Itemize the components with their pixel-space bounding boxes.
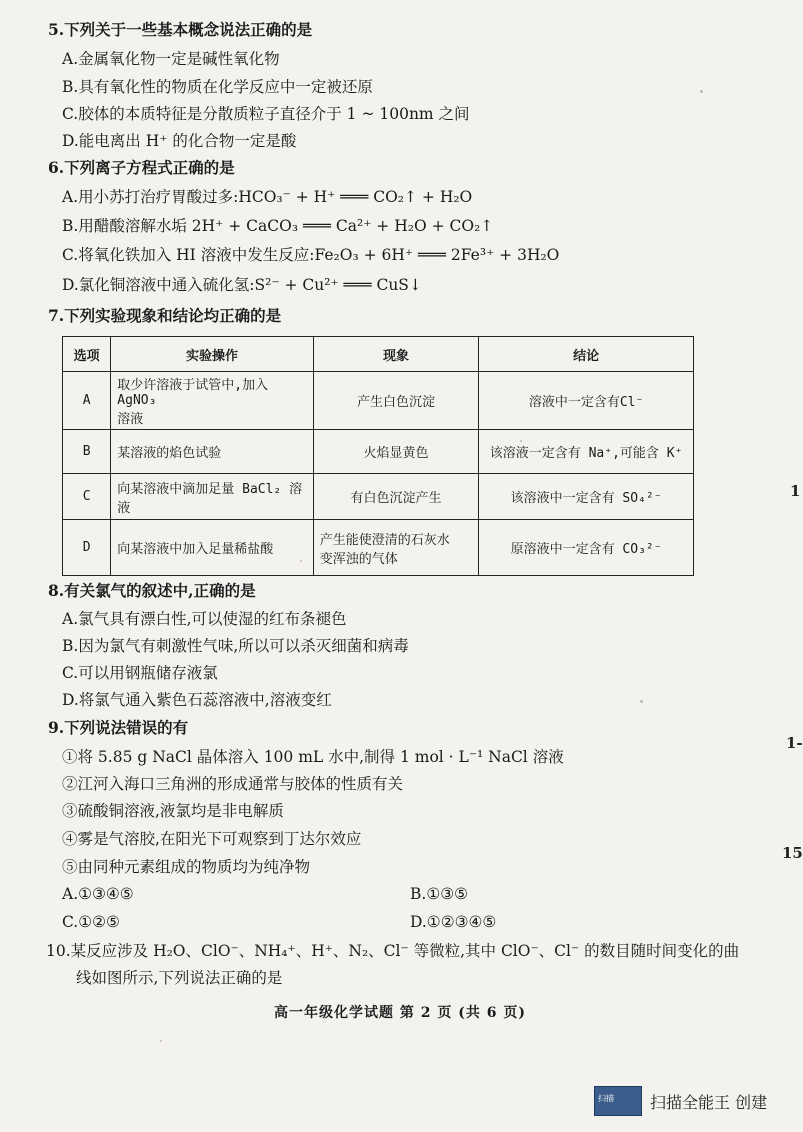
q5-option-d: D.能电离出 H⁺ 的化合物一定是酸: [62, 132, 297, 150]
experiment-table: [62, 336, 694, 576]
page-footer: 高一年级化学试题 第 2 页 (共 6 页): [274, 1005, 526, 1021]
q10-stem-line2: 线如图所示,下列说法正确的是: [76, 969, 283, 987]
q6-option-d: D.氯化铜溶液中通入硫化氢:S²⁻ + Cu²⁺ ═══ CuS↓: [62, 276, 422, 294]
scan-speck: [700, 90, 703, 93]
row-phenomenon-line2: 变浑浊的气体: [319, 551, 398, 567]
table-row: [63, 474, 694, 520]
q6-option-c: C.将氧化铁加入 HI 溶液中发生反应:Fe₂O₃ + 6H⁺ ═══ 2Fe³⁺ + 3H₂O: [62, 246, 560, 264]
row-conclusion: 原溶液中一定含有 CO₃²⁻: [479, 520, 694, 576]
row-phenomenon: 有白色沉淀产生: [313, 474, 478, 520]
table-header-row: [63, 337, 694, 372]
scanner-watermark: [594, 1086, 767, 1116]
q9-option-a: A.①③④⑤: [62, 885, 134, 903]
q9-stem: 9.下列说法错误的有: [48, 718, 189, 737]
q6-option-a: A.用小苏打治疗胃酸过多:HCO₃⁻ + H⁺ ═══ CO₂↑ + H₂O: [62, 188, 473, 206]
row-option: B: [63, 430, 111, 474]
scan-speck: [160, 1040, 162, 1042]
row-conclusion: 该溶液一定含有 Na⁺,可能含 K⁺: [479, 430, 694, 474]
header-operation: 实验操作: [111, 337, 313, 372]
q9-statement-5: ⑤由同种元素组成的物质均为纯净物: [62, 858, 311, 876]
row-conclusion: 溶液中一定含有Cl⁻: [479, 372, 694, 430]
q9-option-d: D.①②③④⑤: [410, 913, 497, 931]
header-option: 选项: [63, 337, 111, 372]
q8-option-b: B.因为氯气有刺激性气味,所以可以杀灭细菌和病毒: [62, 637, 409, 655]
q9-statement-4: ④雾是气溶胶,在阳光下可观察到丁达尔效应: [62, 830, 362, 848]
q9-statement-3: ③硫酸铜溶液,液氯均是非电解质: [62, 802, 284, 820]
row-phenomenon: [313, 520, 478, 576]
q9-statement-1: ①将 5.85 g NaCl 晶体溶入 100 mL 水中,制得 1 mol · L⁻¹ NaCl 溶液: [62, 748, 564, 766]
header-conclusion: 结论: [479, 337, 694, 372]
row-option: C: [63, 474, 111, 520]
row-phenomenon: 火焰显黄色: [313, 430, 478, 474]
q10-stem-line1: 10.某反应涉及 H₂O、ClO⁻、NH₄⁺、H⁺、N₂、Cl⁻ 等微粒,其中 ClO⁻、Cl⁻ 的数目随时间变化的曲: [46, 942, 740, 960]
row-phenomenon-line1: 产生能使澄清的石灰水: [319, 532, 450, 548]
scan-speck: [640, 700, 643, 703]
margin-mark-3: 15: [782, 844, 803, 862]
row-operation: [111, 372, 313, 430]
q5-option-b: B.具有氧化性的物质在化学反应中一定被还原: [62, 78, 373, 96]
q6-stem: 6.下列离子方程式正确的是: [48, 158, 235, 177]
table-row: [63, 430, 694, 474]
row-conclusion: 该溶液中一定含有 SO₄²⁻: [479, 474, 694, 520]
margin-mark-1: 1: [790, 482, 801, 500]
q5-stem: 5.下列关于一些基本概念说法正确的是: [48, 20, 313, 39]
row-operation: 某溶液的焰色试验: [111, 430, 313, 474]
q5-option-a: A.金属氧化物一定是碱性氧化物: [62, 50, 280, 68]
table-row: [63, 520, 694, 576]
q7-stem: 7.下列实验现象和结论均正确的是: [48, 306, 282, 325]
q8-option-c: C.可以用钢瓶储存液氯: [62, 664, 218, 682]
q8-option-a: A.氯气具有漂白性,可以使湿的红布条褪色: [62, 610, 347, 628]
q9-option-b: B.①③⑤: [410, 885, 469, 903]
q5-option-c: C.胶体的本质特征是分散质粒子直径介于 1 ~ 100nm 之间: [62, 105, 470, 123]
header-phenomenon: 现象: [313, 337, 478, 372]
row-operation-line2: 溶液: [117, 412, 144, 427]
row-option: D: [63, 520, 111, 576]
scan-speck: [300, 560, 302, 562]
q9-statement-2: ②江河入海口三角洲的形成通常与胶体的性质有关: [62, 775, 404, 793]
row-operation: 向某溶液中滴加足量 BaCl₂ 溶液: [111, 474, 313, 520]
table-row: [63, 372, 694, 430]
scan-speck: [520, 440, 522, 442]
q8-option-d: D.将氯气通入紫色石蕊溶液中,溶液变红: [62, 691, 332, 709]
q6-option-b: B.用醋酸溶解水垢 2H⁺ + CaCO₃ ═══ Ca²⁺ + H₂O + CO₂↑: [62, 217, 494, 235]
row-option: A: [63, 372, 111, 430]
scanner-logo-icon: 扫描: [594, 1086, 642, 1116]
q8-stem: 8.有关氯气的叙述中,正确的是: [48, 581, 256, 600]
watermark-text: 扫描全能王 创建: [650, 1092, 768, 1112]
row-operation-line1: 取少许溶液于试管中,加入 AgNO₃: [117, 378, 269, 408]
row-phenomenon: 产生白色沉淀: [313, 372, 478, 430]
margin-mark-2: 1-: [786, 734, 803, 752]
q9-option-c: C.①②⑤: [62, 913, 120, 931]
row-operation: 向某溶液中加入足量稀盐酸: [111, 520, 313, 576]
